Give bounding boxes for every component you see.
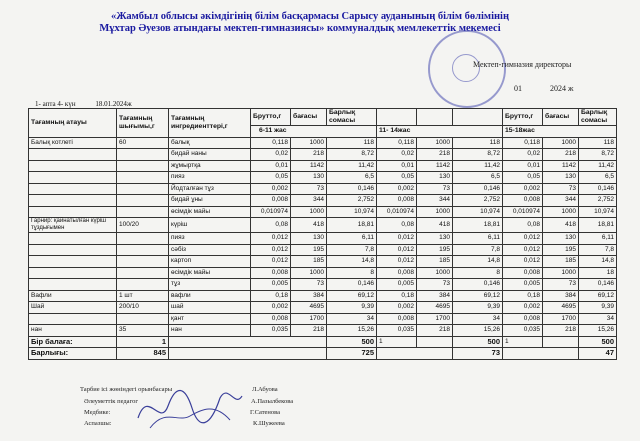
menu-table (28, 108, 617, 360)
ingredient: шай (169, 302, 251, 314)
price-2: 218 (417, 149, 453, 161)
amount-3: 6,5 (579, 172, 617, 184)
price-2: 1700 (417, 313, 453, 325)
brutto-1: 0,010974 (251, 206, 291, 218)
date-day: 01 (514, 84, 522, 93)
ingredient: балық (169, 137, 251, 149)
approval-date (470, 84, 574, 93)
price-1: 1000 (291, 267, 327, 279)
price-1: 185 (291, 256, 327, 268)
col-name: Тағамның атауы (29, 109, 117, 138)
price-2: 4695 (417, 302, 453, 314)
brutto-2: 0,05 (377, 172, 417, 184)
brutto-1: 0,08 (251, 218, 291, 233)
col-price-1: бағасы (291, 109, 327, 126)
price-2: 73 (417, 183, 453, 195)
dish-yield (117, 149, 169, 161)
price-2: 1142 (417, 160, 453, 172)
brutto-1: 0,002 (251, 183, 291, 195)
age-group-3: 15-18жас (503, 126, 617, 138)
brutto-2: 0,18 (377, 290, 417, 302)
brutto-2: 0,01 (377, 160, 417, 172)
day-line (35, 100, 132, 108)
col-yield: Тағамның шығымы,г (117, 109, 169, 138)
price-2: 344 (417, 195, 453, 207)
amount-2: 118 (453, 137, 503, 149)
brutto-3: 0,02 (503, 149, 543, 161)
footer-name-2: А.Пазылбекова (251, 398, 294, 405)
col-amount-2 (453, 109, 503, 126)
dish-yield (117, 267, 169, 279)
brutto-3: 0,005 (503, 279, 543, 291)
amount-1: 9,39 (327, 302, 377, 314)
table-row (29, 279, 617, 291)
dish-name (29, 206, 117, 218)
col-brutto-1: Брутто,г (251, 109, 291, 126)
brutto-3: 0,010974 (503, 206, 543, 218)
table-row (29, 244, 617, 256)
total-label: Барлығы: (29, 348, 117, 360)
brutto-2: 0,010974 (377, 206, 417, 218)
ingredient: бидай ұны (169, 195, 251, 207)
price-3: 130 (543, 172, 579, 184)
dish-name: Вафли (29, 290, 117, 302)
dish-name: Балық котлеті (29, 137, 117, 149)
brutto-1: 0,012 (251, 256, 291, 268)
brutto-1: 0,002 (251, 302, 291, 314)
dish-yield (117, 206, 169, 218)
price-1: 73 (291, 183, 327, 195)
price-2: 1000 (417, 267, 453, 279)
amount-2: 6,5 (453, 172, 503, 184)
amount-2: 6,11 (453, 233, 503, 245)
amount-2: 18,81 (453, 218, 503, 233)
table-row (29, 256, 617, 268)
ingredient: тұз (169, 279, 251, 291)
table-row (29, 302, 617, 314)
amount-3: 10,974 (579, 206, 617, 218)
footer-name-4: К.Шужеева (253, 420, 285, 427)
ingredient: өсімдік майы (169, 267, 251, 279)
brutto-3: 0,008 (503, 267, 543, 279)
brutto-1: 0,035 (251, 325, 291, 337)
brutto-2: 0,08 (377, 218, 417, 233)
dish-yield (117, 279, 169, 291)
amount-2: 0,146 (453, 279, 503, 291)
amount-3: 9,39 (579, 302, 617, 314)
price-2: 218 (417, 325, 453, 337)
price-2: 384 (417, 290, 453, 302)
amount-3: 7,8 (579, 244, 617, 256)
price-2: 1000 (417, 206, 453, 218)
brutto-1: 0,008 (251, 267, 291, 279)
amount-3: 15,26 (579, 325, 617, 337)
amount-1: 6,5 (327, 172, 377, 184)
price-3: 218 (543, 325, 579, 337)
col-brutto-2 (377, 109, 417, 126)
amount-2: 69,12 (453, 290, 503, 302)
price-3: 1700 (543, 313, 579, 325)
dish-yield (117, 256, 169, 268)
brutto-2: 0,012 (377, 233, 417, 245)
brutto-2: 0,005 (377, 279, 417, 291)
dish-yield (117, 244, 169, 256)
table-row (29, 183, 617, 195)
price-3: 1000 (543, 267, 579, 279)
dish-yield (117, 313, 169, 325)
brutto-3: 0,01 (503, 160, 543, 172)
brutto-3: 0,012 (503, 233, 543, 245)
price-1: 384 (291, 290, 327, 302)
dish-name (29, 183, 117, 195)
brutto-3: 0,08 (503, 218, 543, 233)
amount-2: 7,8 (453, 244, 503, 256)
amount-1: 2,752 (327, 195, 377, 207)
footer-name-1: Л.Абуова (252, 386, 278, 393)
price-1: 1000 (291, 206, 327, 218)
dish-name (29, 195, 117, 207)
brutto-2: 0,02 (377, 149, 417, 161)
price-2: 418 (417, 218, 453, 233)
amount-3: 11,42 (579, 160, 617, 172)
dish-name (29, 256, 117, 268)
brutto-2: 0,012 (377, 244, 417, 256)
price-3: 130 (543, 233, 579, 245)
col-price-2 (417, 109, 453, 126)
price-1: 418 (291, 218, 327, 233)
brutto-2: 0,002 (377, 183, 417, 195)
price-1: 218 (291, 325, 327, 337)
dish-name: нан (29, 325, 117, 337)
dish-yield: 60 (117, 137, 169, 149)
brutto-2: 0,035 (377, 325, 417, 337)
brutto-1: 0,02 (251, 149, 291, 161)
brutto-2: 0,008 (377, 313, 417, 325)
col-price-3: бағасы (543, 109, 579, 126)
amount-1: 7,8 (327, 244, 377, 256)
price-1: 73 (291, 279, 327, 291)
amount-3: 8,72 (579, 149, 617, 161)
brutto-2: 0,012 (377, 256, 417, 268)
footer-name-3: Г.Сатенова (250, 409, 281, 416)
price-1: 1142 (291, 160, 327, 172)
ingredient: күріш (169, 218, 251, 233)
date-year: 2024 ж (550, 84, 574, 93)
price-3: 418 (543, 218, 579, 233)
amount-1: 8,72 (327, 149, 377, 161)
per-child-6: 500 (579, 336, 617, 348)
menu-body (29, 137, 617, 336)
brutto-1: 0,008 (251, 313, 291, 325)
table-row (29, 206, 617, 218)
per-child-row (29, 336, 617, 348)
dish-yield (117, 233, 169, 245)
brutto-3: 0,008 (503, 195, 543, 207)
amount-3: 18 (579, 267, 617, 279)
price-2: 195 (417, 244, 453, 256)
per-child-5: 1 (503, 336, 543, 348)
price-3: 384 (543, 290, 579, 302)
amount-2: 10,974 (453, 206, 503, 218)
brutto-3: 0,18 (503, 290, 543, 302)
amount-1: 10,974 (327, 206, 377, 218)
footer-role-3: Медбике: (84, 409, 111, 416)
per-child-label: Бір балаға: (29, 336, 117, 348)
dish-name: Гарнир: қайнатылған күріш тұздығымен (29, 218, 117, 233)
col-amount-3: Барлық сомасы (579, 109, 617, 126)
table-row (29, 149, 617, 161)
brutto-3: 0,012 (503, 244, 543, 256)
footer-role-4: Аспазшы: (84, 420, 112, 427)
dish-yield (117, 160, 169, 172)
amount-3: 18,81 (579, 218, 617, 233)
price-3: 1000 (543, 206, 579, 218)
dish-name (29, 313, 117, 325)
dish-name (29, 279, 117, 291)
price-2: 185 (417, 256, 453, 268)
header-line-2: Мұхтар Әуезов атындағы мектеп-гимназиясы» коммуналдық мемлекеттік мекемесі (99, 23, 501, 34)
amount-1: 11,42 (327, 160, 377, 172)
approval-label: Мектеп-гимназия директоры (473, 60, 572, 69)
amount-3: 2,752 (579, 195, 617, 207)
price-1: 218 (291, 149, 327, 161)
dish-yield: 100/20 (117, 218, 169, 233)
table-row (29, 137, 617, 149)
brutto-3: 0,008 (503, 313, 543, 325)
dish-name (29, 233, 117, 245)
dish-name (29, 160, 117, 172)
table-row (29, 160, 617, 172)
price-1: 1700 (291, 313, 327, 325)
total-3: 73 (453, 348, 503, 360)
price-1: 344 (291, 195, 327, 207)
per-child-1: 1 (117, 336, 169, 348)
price-1: 130 (291, 233, 327, 245)
ingredient: қант (169, 313, 251, 325)
ingredient: нан (169, 325, 251, 337)
total-4: 47 (579, 348, 617, 360)
brutto-1: 0,01 (251, 160, 291, 172)
amount-2: 8,72 (453, 149, 503, 161)
amount-2: 14,8 (453, 256, 503, 268)
brutto-3: 0,002 (503, 302, 543, 314)
amount-2: 0,146 (453, 183, 503, 195)
amount-3: 14,8 (579, 256, 617, 268)
amount-3: 0,146 (579, 279, 617, 291)
brutto-1: 0,012 (251, 233, 291, 245)
dish-name (29, 149, 117, 161)
amount-3: 6,11 (579, 233, 617, 245)
price-3: 1000 (543, 137, 579, 149)
amount-1: 0,146 (327, 279, 377, 291)
col-ingredients: Тағамның ингредиенттері,г (169, 109, 251, 138)
brutto-1: 0,05 (251, 172, 291, 184)
per-child-4: 500 (453, 336, 503, 348)
amount-1: 8 (327, 267, 377, 279)
dish-name (29, 267, 117, 279)
amount-1: 18,81 (327, 218, 377, 233)
price-3: 185 (543, 256, 579, 268)
footer-role-2: Әлеуметтік педагог (84, 398, 138, 405)
amount-1: 0,146 (327, 183, 377, 195)
amount-3: 118 (579, 137, 617, 149)
amount-1: 14,8 (327, 256, 377, 268)
amount-2: 8 (453, 267, 503, 279)
amount-2: 11,42 (453, 160, 503, 172)
week-day: 1- апта 4- күн (35, 100, 76, 108)
price-1: 1000 (291, 137, 327, 149)
amount-1: 6,11 (327, 233, 377, 245)
amount-1: 118 (327, 137, 377, 149)
table-row (29, 218, 617, 233)
table-row (29, 325, 617, 337)
brutto-1: 0,008 (251, 195, 291, 207)
price-3: 195 (543, 244, 579, 256)
price-3: 73 (543, 183, 579, 195)
header-row (29, 109, 617, 126)
brutto-1: 0,18 (251, 290, 291, 302)
dish-name: Шай (29, 302, 117, 314)
price-2: 130 (417, 172, 453, 184)
total-row (29, 348, 617, 360)
brutto-2: 0,002 (377, 302, 417, 314)
ingredient: пияз (169, 172, 251, 184)
brutto-1: 0,012 (251, 244, 291, 256)
amount-3: 34 (579, 313, 617, 325)
amount-1: 15,26 (327, 325, 377, 337)
ingredient: жұмыртқа (169, 160, 251, 172)
brutto-3: 0,118 (503, 137, 543, 149)
dish-yield (117, 172, 169, 184)
dish-yield: 1 шт (117, 290, 169, 302)
price-3: 4695 (543, 302, 579, 314)
col-brutto-3: Брутто,г (503, 109, 543, 126)
table-row (29, 313, 617, 325)
ingredient: өсімдік майы (169, 206, 251, 218)
brutto-1: 0,005 (251, 279, 291, 291)
ingredient: картоп (169, 256, 251, 268)
price-1: 195 (291, 244, 327, 256)
amount-1: 34 (327, 313, 377, 325)
per-child-2: 500 (327, 336, 377, 348)
price-2: 130 (417, 233, 453, 245)
amount-2: 9,39 (453, 302, 503, 314)
brutto-1: 0,118 (251, 137, 291, 149)
price-2: 1000 (417, 137, 453, 149)
ingredient: вафли (169, 290, 251, 302)
menu-date: 18.01.2024ж (95, 100, 132, 108)
ingredient: пияз (169, 233, 251, 245)
dish-name (29, 244, 117, 256)
price-3: 218 (543, 149, 579, 161)
dish-yield: 35 (117, 325, 169, 337)
footer-role-1: Тарбие ісі жөніндегі орынбасары (80, 386, 173, 393)
brutto-3: 0,035 (503, 325, 543, 337)
amount-2: 2,752 (453, 195, 503, 207)
dish-name (29, 172, 117, 184)
official-stamp (428, 30, 506, 108)
price-1: 4695 (291, 302, 327, 314)
ingredient: сәбіз (169, 244, 251, 256)
price-1: 130 (291, 172, 327, 184)
dish-yield: 200/10 (117, 302, 169, 314)
total-2: 725 (327, 348, 377, 360)
amount-1: 69,12 (327, 290, 377, 302)
brutto-2: 0,008 (377, 195, 417, 207)
ingredient: бидай наны (169, 149, 251, 161)
amount-2: 34 (453, 313, 503, 325)
brutto-3: 0,002 (503, 183, 543, 195)
total-1: 845 (117, 348, 169, 360)
dish-yield (117, 195, 169, 207)
age-group-1: 6-11 жас (251, 126, 377, 138)
table-row (29, 233, 617, 245)
price-3: 344 (543, 195, 579, 207)
age-group-2: 11- 14жас (377, 126, 503, 138)
table-row (29, 195, 617, 207)
brutto-3: 0,05 (503, 172, 543, 184)
amount-3: 69,12 (579, 290, 617, 302)
brutto-3: 0,012 (503, 256, 543, 268)
col-amount-1: Барлық сомасы (327, 109, 377, 126)
amount-3: 0,146 (579, 183, 617, 195)
dish-yield (117, 183, 169, 195)
header-line-1: «Жамбыл облысы әкімдігінің білім басқармасы Сарысу ауданының білім бөлімінің (110, 11, 510, 22)
table-row (29, 172, 617, 184)
price-2: 73 (417, 279, 453, 291)
price-3: 73 (543, 279, 579, 291)
ingredient: Йодталған тұз (169, 183, 251, 195)
table-row (29, 290, 617, 302)
price-3: 1142 (543, 160, 579, 172)
brutto-2: 0,118 (377, 137, 417, 149)
per-child-3: 1 (377, 336, 417, 348)
brutto-2: 0,008 (377, 267, 417, 279)
table-row (29, 267, 617, 279)
amount-2: 15,26 (453, 325, 503, 337)
